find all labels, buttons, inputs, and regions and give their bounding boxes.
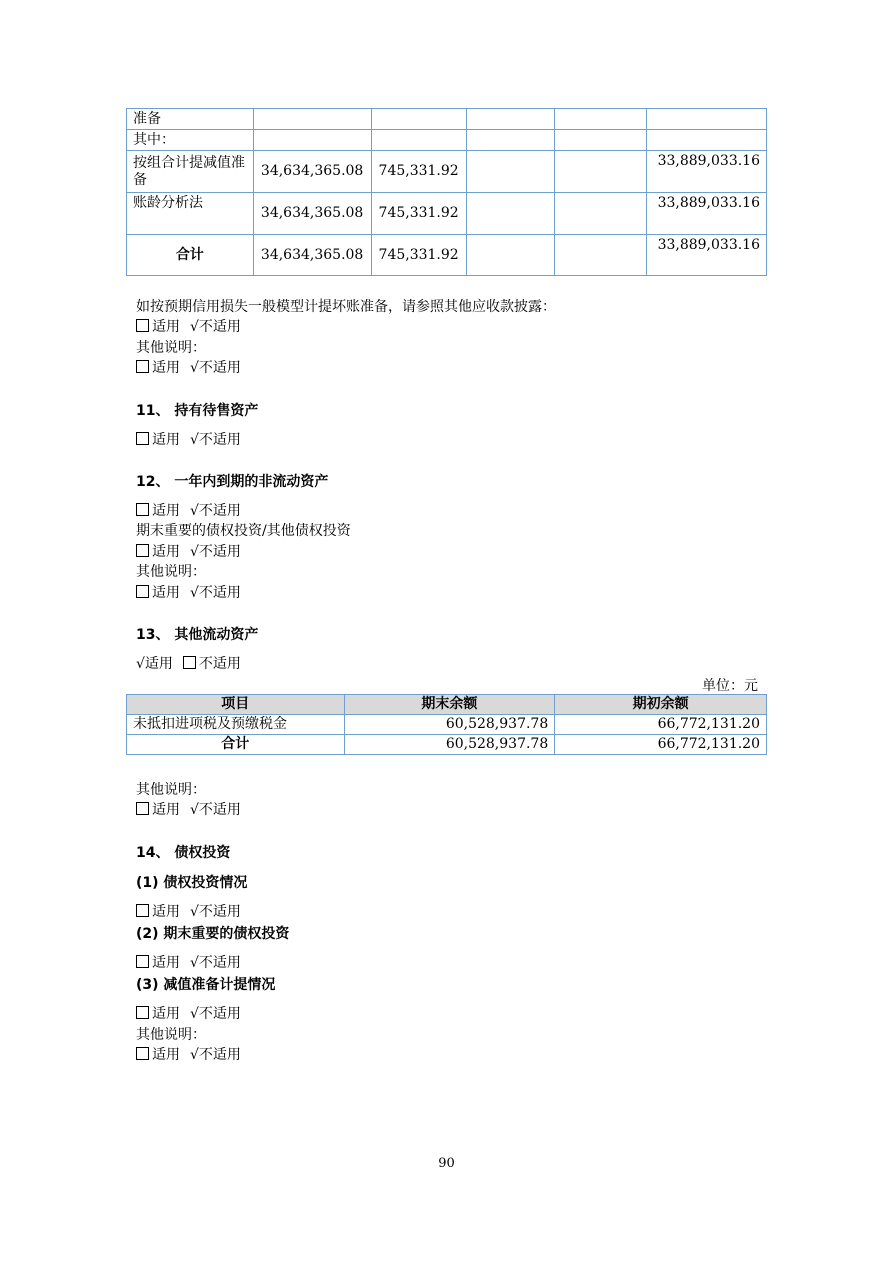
checkbox-icon	[183, 656, 196, 669]
row-label: 账龄分析法	[127, 193, 254, 235]
subsection-heading: (3) 减值准备计提情况	[136, 977, 276, 993]
check-icon: √	[190, 585, 199, 601]
column-header: 项目	[127, 695, 345, 715]
check-icon: √	[190, 544, 199, 560]
cell-value: 66,772,131.20	[555, 715, 767, 735]
checkbox-icon	[136, 1047, 149, 1060]
section-heading-13: 13、 其他流动资产	[136, 627, 259, 643]
subsection-text: 期末重要的债权投资/其他债权投资	[136, 523, 351, 539]
table-row	[127, 193, 767, 235]
cell-value: 745,331.92	[371, 193, 466, 235]
other-desc: 其他说明：	[136, 564, 206, 580]
checkbox-icon	[136, 1006, 149, 1019]
option-line: √适用 不适用	[136, 656, 241, 672]
check-icon: √	[190, 319, 199, 335]
cell-value: 60,528,937.78	[344, 715, 555, 735]
row-label: 其中：	[127, 130, 254, 151]
check-icon: √	[190, 904, 199, 920]
checkbox-icon	[136, 319, 149, 332]
table-header-row	[127, 695, 767, 715]
other-desc: 其他说明：	[136, 1027, 206, 1043]
option-line: 适用 √不适用	[136, 800, 241, 820]
table-row	[127, 130, 767, 151]
check-icon: √	[190, 1006, 199, 1022]
cell-value: 745,331.92	[371, 151, 466, 193]
section-heading-11: 11、 持有待售资产	[136, 403, 259, 419]
check-icon: √	[190, 802, 199, 818]
check-icon: √	[190, 360, 199, 376]
column-header: 期末余额	[344, 695, 555, 715]
table-row	[127, 735, 767, 755]
cell-value: 33,889,033.16	[646, 235, 766, 276]
checkbox-icon	[136, 503, 149, 516]
checkbox-icon	[136, 955, 149, 968]
cell-value: 34,634,365.08	[253, 151, 371, 193]
page-number: 90	[438, 1156, 455, 1171]
row-label: 按组合计提减值准备	[127, 151, 254, 193]
option-line: 适用 √不适用	[136, 583, 241, 603]
table-row	[127, 235, 767, 276]
option-line: 适用 √不适用	[136, 902, 241, 922]
bad-debt-table	[126, 108, 767, 276]
option-line: 适用 √不适用	[136, 953, 241, 973]
check-icon: √	[190, 503, 199, 519]
cell-value: 34,634,365.08	[253, 235, 371, 276]
check-icon: √	[190, 955, 199, 971]
checkbox-icon	[136, 802, 149, 815]
table-row	[127, 109, 767, 130]
section-heading-12: 12、 一年内到期的非流动资产	[136, 474, 329, 490]
row-label: 合计	[127, 235, 254, 276]
cell-value: 33,889,033.16	[646, 193, 766, 235]
cell-item: 合计	[127, 735, 345, 755]
cell-value: 34,634,365.08	[253, 193, 371, 235]
checkbox-icon	[136, 360, 149, 373]
checkbox-icon	[136, 432, 149, 445]
table-row	[127, 151, 767, 193]
checkbox-icon	[136, 585, 149, 598]
check-icon: √	[190, 1047, 199, 1063]
check-icon: √	[190, 432, 199, 448]
note-text: 如按预期信用损失一般模型计提坏账准备，请参照其他应收款披露：	[136, 299, 556, 315]
table-row	[127, 715, 767, 735]
unit-label: 单位：元	[702, 678, 758, 694]
option-line: 适用 √不适用	[136, 501, 241, 521]
cell-value: 33,889,033.16	[646, 151, 766, 193]
option-line: 适用 √不适用	[136, 430, 241, 450]
option-line: 适用 √不适用	[136, 542, 241, 562]
cell-value: 66,772,131.20	[555, 735, 767, 755]
other-current-assets-table	[126, 694, 767, 755]
option-line: 适用 √不适用	[136, 317, 241, 337]
option-line: 适用 √不适用	[136, 1004, 241, 1024]
check-icon: √	[136, 656, 145, 672]
other-desc: 其他说明：	[136, 782, 206, 798]
row-label: 准备	[127, 109, 254, 130]
option-line: 适用 √不适用	[136, 358, 241, 378]
subsection-heading: (2) 期末重要的债权投资	[136, 926, 290, 942]
checkbox-icon	[136, 544, 149, 557]
cell-value: 60,528,937.78	[344, 735, 555, 755]
column-header: 期初余额	[555, 695, 767, 715]
subsection-heading: (1) 债权投资情况	[136, 875, 248, 891]
cell-value: 745,331.92	[371, 235, 466, 276]
other-desc: 其他说明：	[136, 340, 206, 356]
checkbox-icon	[136, 904, 149, 917]
cell-item: 未抵扣进项税及预缴税金	[127, 715, 345, 735]
option-line: 适用 √不适用	[136, 1045, 241, 1065]
section-heading-14: 14、 债权投资	[136, 845, 231, 861]
